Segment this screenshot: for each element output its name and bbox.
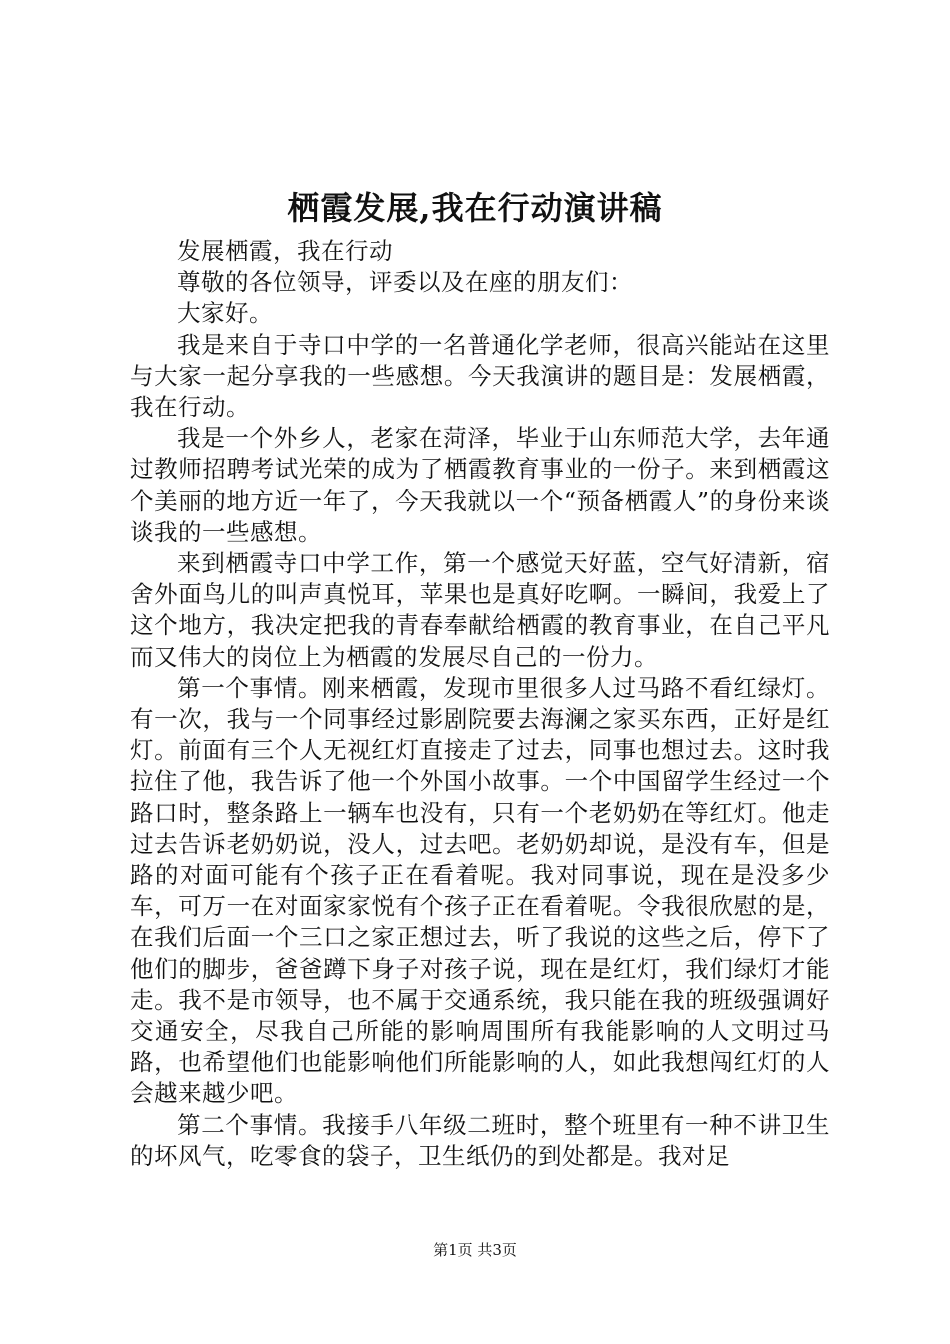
- paragraph: 第二个事情。我接手八年级二班时，整个班里有一种不讲卫生的坏风气，吃零食的袋子，卫生纸仍的到处都是。我对足: [130, 1110, 830, 1170]
- paragraph: 发展栖霞，我在行动: [177, 237, 393, 265]
- paragraph: 来到栖霞寺口中学工作，第一个感觉天好蓝，空气好清新，宿舍外面鸟儿的叫声真悦耳，苹果也是真好吃啊。一瞬间，我爱上了这个地方，我决定把我的青春奉献给栖霞的教育事业，在自己平凡而又伟大的岗位上为栖霞的发展尽自己的一份力。: [130, 549, 830, 671]
- document-body: [130, 236, 830, 1172]
- paragraph: 大家好。: [177, 299, 273, 328]
- paragraph: 我是一个外乡人，老家在菏泽，毕业于山东师范大学，去年通过教师招聘考试光荣的成为了栖霞教育事业的一份子。来到栖霞这个美丽的地方近一年了，今天我就以一个“预备栖霞人”的身份来谈谈我的一些感想。: [130, 424, 830, 546]
- page-footer: 第1页 共3页: [433, 1241, 517, 1259]
- paragraph: 我是来自于寺口中学的一名普通化学老师，很高兴能站在这里与大家一起分享我的一些感想。今天我演讲的题目是：发展栖霞，我在行动。: [130, 330, 830, 422]
- paragraph: 第一个事情。刚来栖霞，发现市里很多人过马路不看红绿灯。有一次，我与一个同事经过影剧院要去海澜之家买东西，正好是红灯。前面有三个人无视红灯直接走了过去，同事也想过去。这时我拉住了他，我告诉了他一个外国小故事。一个中国留学生经过一个路口时，整条路上一辆车也没有，只有一个老奶奶在等红灯。他走过去告诉老奶奶说，没人，过去吧。老奶奶却说，是没有车，但是路的对面可能有个孩子正在看着呢。我对同事说，现在是没多少车，可万一在对面家家悦有个孩子正在看着呢。令我很欣慰的是，在我们后面一个三口之家正想过去，听了我说的这些之后，停下了他们的脚步，爸爸蹲下身子对孩子说，现在是红灯，我们绿灯才能走。我不是市领导，也不属于交通系统，我只能在我的班级强调好交通安全，尽我自己所能的影响周围所有我能影响的人文明过马路，也希望他们也能影响他们所能影响的人，如此我想闯红灯的人会越来越少吧。: [130, 673, 830, 1108]
- paragraph: 尊敬的各位领导，评委以及在座的朋友们：: [177, 268, 633, 297]
- document-title: 栖霞发展,我在行动演讲稿: [287, 189, 663, 227]
